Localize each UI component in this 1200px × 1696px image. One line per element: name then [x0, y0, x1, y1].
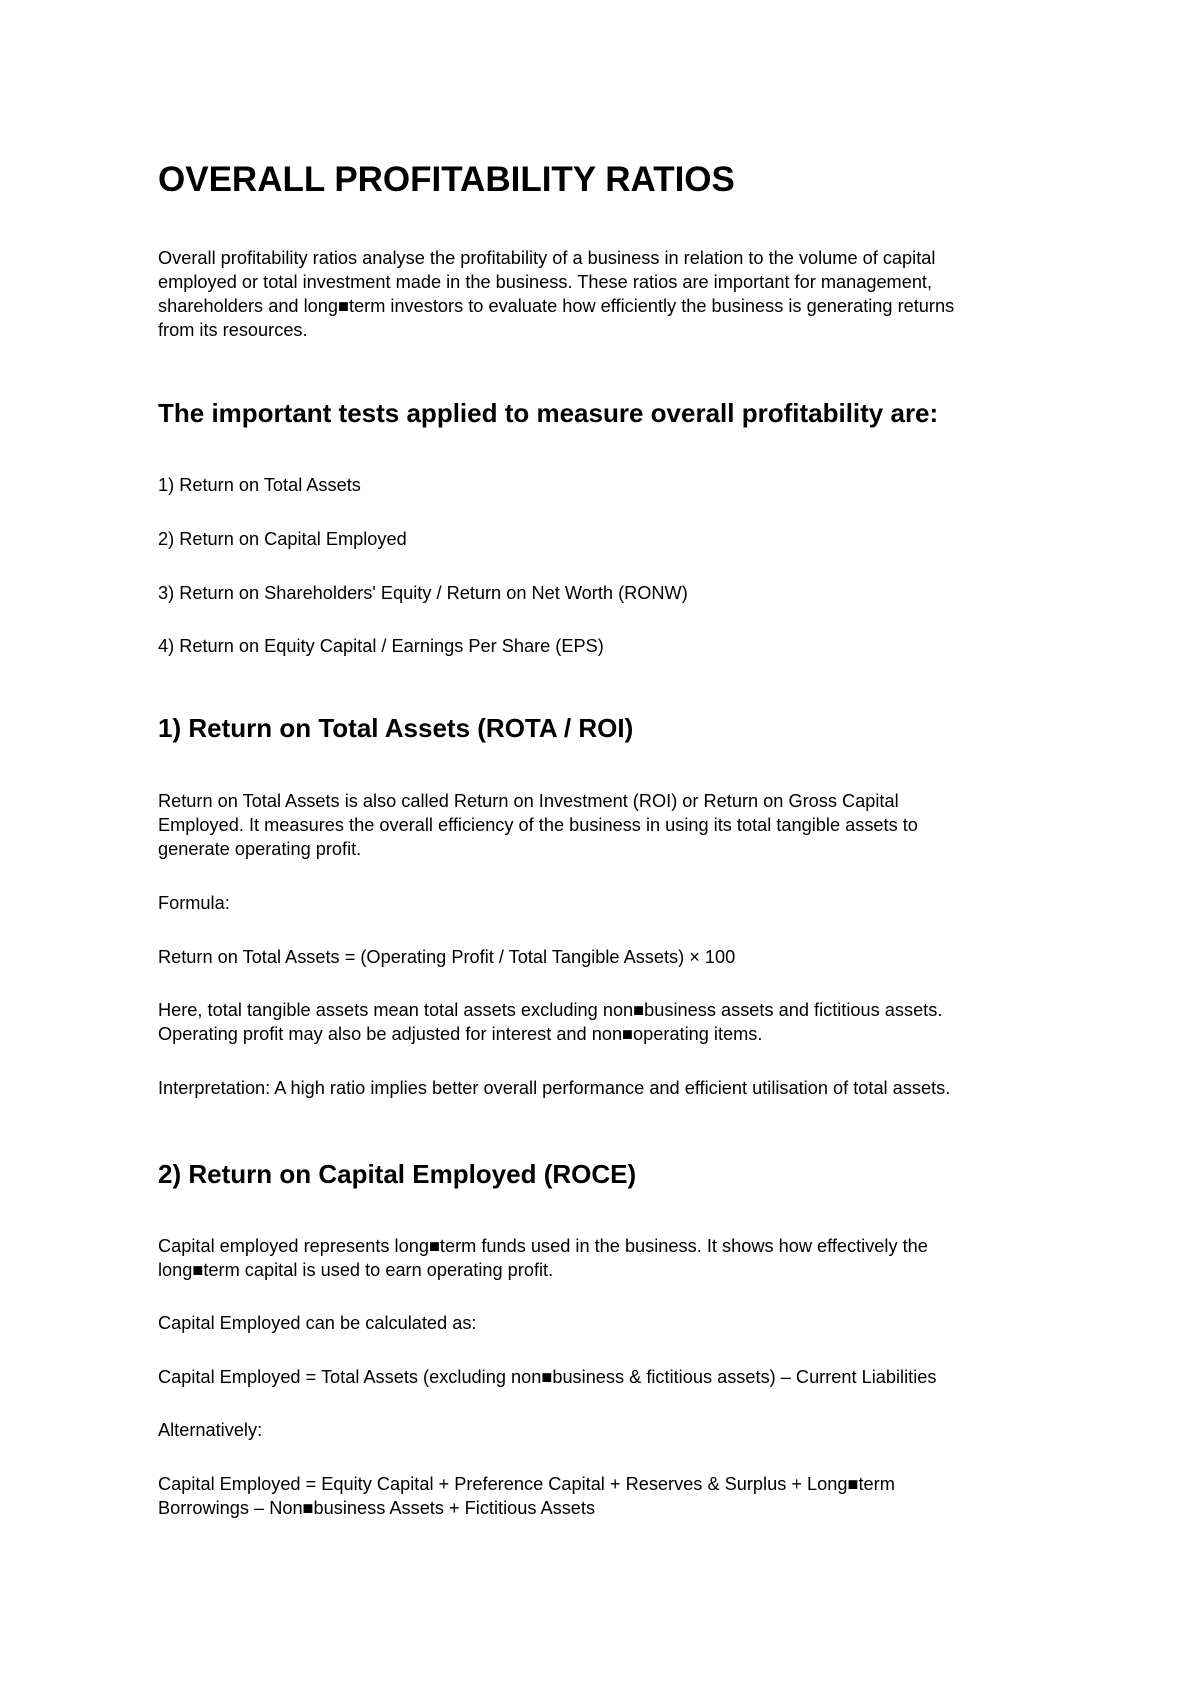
roce-paragraph: [158, 1234, 928, 1282]
roce-calc-formula: Capital Employed = Total Assets (excluding non■business & fictitious assets) – Current Liabilities: [158, 1367, 937, 1387]
test-item: 2) Return on Capital Employed: [158, 529, 407, 549]
roce-line: Capital employed represents long■term funds used in the business. It shows how effectively the: [158, 1236, 928, 1256]
roce-alt-label: Alternatively:: [158, 1420, 263, 1440]
intro-line: Overall profitability ratios analyse the profitability of a business in relation to the volume of capital: [158, 248, 936, 268]
tests-heading: The important tests applied to measure overall profitability are:: [158, 398, 939, 428]
intro-line: from its resources.: [158, 320, 308, 340]
test-item: 4) Return on Equity Capital / Earnings Per Share (EPS): [158, 636, 604, 656]
test-item: 1) Return on Total Assets: [158, 475, 361, 495]
intro-line: employed or total investment made in the business. These ratios are important for management,: [158, 272, 933, 292]
rota-line: Employed. It measures the overall efficiency of the business in using its total tangible assets to: [158, 815, 918, 835]
rota-line: Return on Total Assets is also called Return on Investment (ROI) or Return on Gross Capital: [158, 791, 899, 811]
rota-formula: Return on Total Assets = (Operating Profit / Total Tangible Assets) × 100: [158, 947, 736, 967]
rota-note: [158, 998, 942, 1046]
test-item: 3) Return on Shareholders' Equity / Return on Net Worth (RONW): [158, 583, 688, 603]
intro-paragraph: [158, 246, 954, 342]
rota-note-line: Operating profit may also be adjusted for interest and non■operating items.: [158, 1024, 763, 1044]
rota-note-line: Here, total tangible assets mean total assets excluding non■business assets and fictitious assets.: [158, 1000, 943, 1020]
roce-alt-formula: [158, 1472, 895, 1520]
intro-line: shareholders and long■term investors to evaluate how efficiently the business is generating returns: [158, 296, 955, 316]
roce-alt-line: Borrowings – Non■business Assets + Fictitious Assets: [158, 1498, 596, 1518]
formula-label: Formula:: [158, 893, 230, 913]
page-title: OVERALL PROFITABILITY RATIOS: [158, 160, 735, 199]
rota-interpretation: Interpretation: A high ratio implies better overall performance and efficient utilisation of total assets.: [158, 1078, 951, 1098]
roce-alt-line: Capital Employed = Equity Capital + Preference Capital + Reserves & Surplus + Long■term: [158, 1474, 895, 1494]
roce-line: long■term capital is used to earn operating profit.: [158, 1260, 554, 1280]
section-heading-rota: 1) Return on Total Assets (ROTA / ROI): [158, 713, 634, 743]
rota-paragraph: [158, 789, 918, 861]
section-heading-roce: 2) Return on Capital Employed (ROCE): [158, 1159, 637, 1189]
rota-line: generate operating profit.: [158, 839, 362, 859]
roce-calc-label: Capital Employed can be calculated as:: [158, 1313, 477, 1333]
